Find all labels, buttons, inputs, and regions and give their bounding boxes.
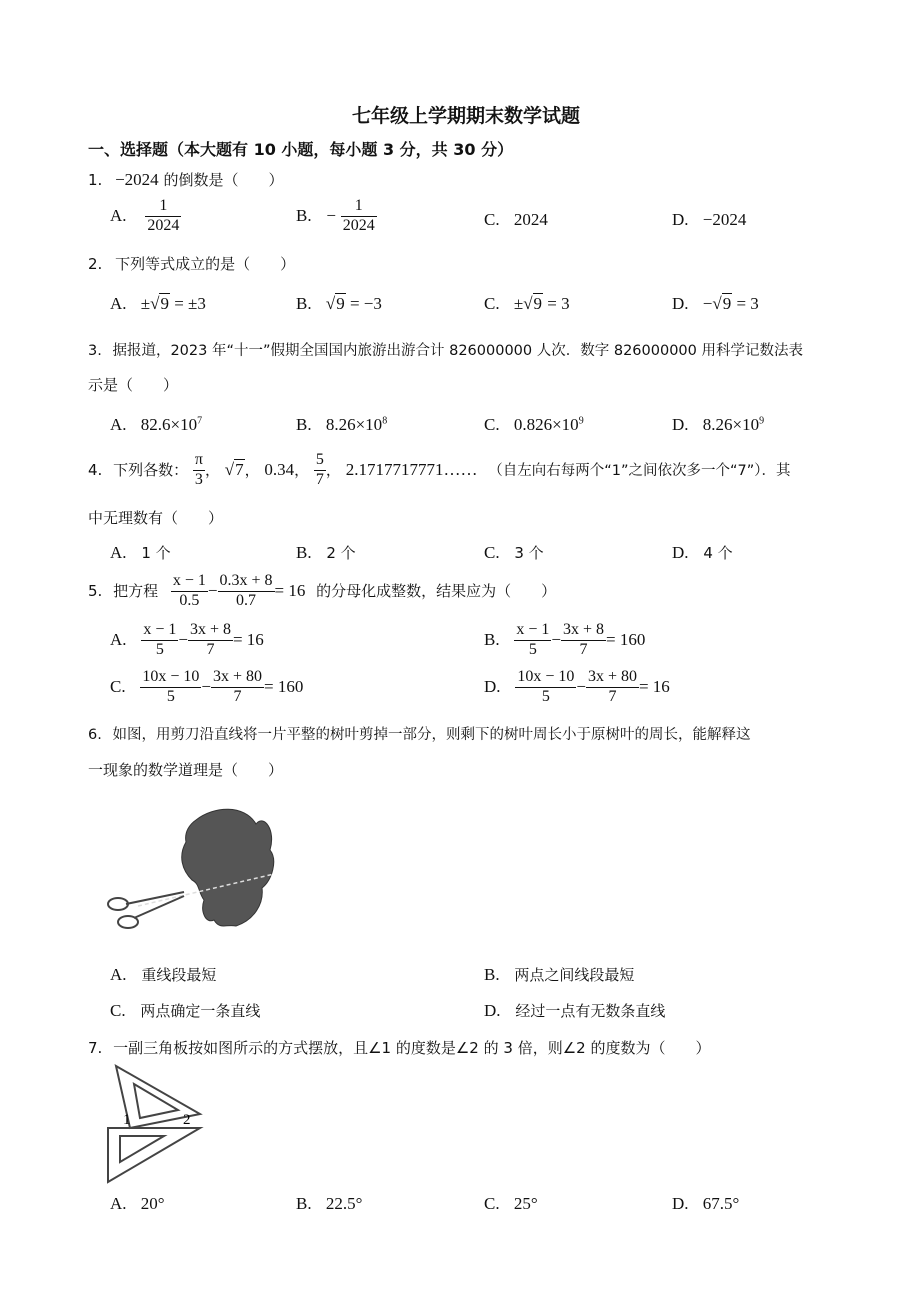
numerator: 1 (145, 198, 181, 217)
option-letter: D. (484, 676, 501, 696)
sci-exponent: 9 (578, 415, 584, 427)
option-text: 两点确定一条直线 (140, 1002, 261, 1020)
denominator: 5 (541, 687, 550, 705)
option-text: 25° (513, 1194, 538, 1213)
denominator: 7 (233, 687, 242, 705)
option-c[interactable] (484, 210, 548, 230)
option-a[interactable] (110, 198, 181, 235)
numerator: 3x + 80 (211, 669, 264, 688)
numerator: 3x + 8 (561, 622, 606, 641)
question-number: 3. (88, 343, 102, 359)
denominator: 7 (579, 640, 588, 658)
denominator: 2024 (147, 216, 180, 234)
denominator: 5 (166, 687, 175, 705)
option-text: 2 个 (326, 544, 356, 562)
numerator: 0.3x + 8 (218, 573, 275, 592)
option-text: −2024 (702, 210, 747, 229)
option-text: 2024 (513, 210, 548, 229)
question-stem: 把方程 (113, 581, 159, 600)
denominator: 5 (155, 640, 164, 658)
option-letter: D. (672, 294, 689, 313)
fraction (218, 573, 275, 610)
leaf-shape (182, 809, 274, 926)
question-stem-line2: 示是（ ） (88, 376, 179, 394)
radicand: 9 (336, 294, 345, 313)
fraction (561, 622, 606, 659)
option-d[interactable] (672, 415, 764, 435)
option-text: 20° (140, 1194, 165, 1213)
option-text: 67.5° (702, 1194, 740, 1213)
question-number: 7. (88, 1039, 103, 1057)
option-text: 3 个 (514, 544, 544, 562)
denominator: 7 (608, 687, 617, 705)
option-letter: A. (110, 415, 127, 434)
option-d[interactable] (672, 210, 746, 230)
question-value: −2024 (115, 170, 159, 189)
sci-exponent: 7 (197, 415, 203, 427)
fraction (140, 669, 201, 706)
question-5: 5. 把方程 $\frac{x - 1}{0.5}$ − $\frac{0.3x + 8}{0.7}$ = 16 的分母化成整数，结果应为（ ） (88, 572, 557, 609)
fraction-5-7 (314, 452, 326, 489)
fraction (341, 198, 377, 235)
option-d[interactable] (484, 1000, 665, 1021)
prefix: ± (513, 294, 524, 313)
rhs: = 16 (232, 629, 264, 649)
question-3 (88, 339, 803, 360)
fraction (171, 573, 208, 610)
question-2 (88, 253, 295, 274)
question-stem-b: 的分母化成整数，结果应为（ ） (316, 581, 557, 600)
rhs: = −3 (345, 294, 382, 313)
fraction (586, 669, 639, 706)
leaf-scissors-figure (104, 800, 284, 940)
option-b[interactable] (296, 198, 377, 235)
option-letter: B. (296, 205, 312, 225)
fraction (514, 622, 551, 659)
option-letter: B. (484, 965, 500, 984)
option-b[interactable] (296, 1194, 362, 1214)
option-a[interactable] (110, 542, 171, 563)
numerator: 3x + 80 (586, 669, 639, 688)
numerator: x − 1 (141, 622, 178, 641)
lower-triangle-ruler (108, 1128, 200, 1182)
question-4: 4. 下列各数： $\frac{\pi}{3}$ ， √7， 0.34， $\frac{5}{7}$ ， 2.1717717771…… （自左向右每两个“1”之间依次多一个“7”）．其 (88, 451, 791, 488)
option-c[interactable] (110, 1000, 260, 1021)
section-heading: 一、选择题（本大题有 10 小题，每小题 3 分，共 30 分） (88, 140, 514, 159)
prefix: ± (140, 294, 151, 313)
option-letter: D. (672, 543, 689, 562)
option-letter: D. (672, 1194, 689, 1213)
question-number: 1. (88, 171, 103, 189)
question-stem: 下列各数： (113, 460, 189, 479)
numerator: 10x − 10 (140, 669, 201, 688)
option-letter: A. (110, 294, 127, 313)
question-6 (88, 723, 750, 744)
question-stem: 一副三角板按如图所示的方式摆放，且∠1 的度数是∠2 的 3 倍，则∠2 的度数为（ ） (113, 1039, 711, 1057)
option-a[interactable]: A. $\frac{x - 1}{5}$ − $\frac{3x + 8}{7}$ = 16 (110, 621, 264, 658)
sci-exponent: 9 (759, 415, 765, 427)
option-text: 两点之间线段最短 (514, 966, 635, 984)
number: 0.34 (264, 459, 295, 479)
denominator: 0.7 (236, 591, 257, 609)
option-b[interactable] (484, 964, 634, 985)
numerator: 10x − 10 (515, 669, 576, 688)
option-letter: C. (110, 676, 126, 696)
prefix: − (702, 294, 713, 313)
numerator: π (193, 452, 205, 471)
denominator: 5 (528, 640, 537, 658)
question-7 (88, 1037, 710, 1058)
denominator: 3 (194, 470, 203, 488)
option-letter: C. (484, 210, 500, 229)
angle-1-label: 1 (123, 1112, 131, 1128)
sci-exponent: 8 (382, 415, 388, 427)
question-stem-line1: 据报道，2023 年“十一”假期全国国内旅游出游合计 826000000 人次．数字 826000000 用科学记数法表 (112, 343, 803, 359)
option-letter: A. (110, 1194, 127, 1213)
fraction (188, 622, 233, 659)
option-text: 4 个 (703, 544, 733, 562)
question-stem-line2: 一现象的数学道理是（ ） (88, 761, 284, 779)
option-d[interactable] (672, 1194, 739, 1214)
rhs: = 16 (638, 676, 670, 696)
radicand: 7 (235, 459, 244, 479)
option-letter: B. (296, 415, 312, 434)
option-letter: B. (296, 1194, 312, 1213)
question-number: 5. (88, 581, 103, 600)
radicand: 9 (722, 294, 732, 313)
option-letter: A. (110, 629, 127, 649)
note: （自左向右每两个“1”之间依次多一个“7”）．其 (488, 462, 791, 479)
question-stem-line1: 如图，用剪刀沿直线将一片平整的树叶剪掉一部分，则剩下的树叶周长小于原树叶的周长，能解释这 (112, 727, 751, 743)
sci-base: 0.826×10 (513, 415, 579, 434)
numerator: 5 (314, 452, 326, 471)
sci-base: 82.6×10 (140, 415, 198, 434)
option-c[interactable] (484, 1194, 538, 1214)
minus-sign: − (326, 205, 336, 225)
option-letter: A. (110, 965, 127, 984)
denominator: 0.5 (179, 591, 200, 609)
option-c[interactable] (484, 415, 584, 435)
option-text: 1 个 (141, 544, 171, 562)
option-c[interactable]: C. $\frac{10x - 10}{5}$ − $\frac{3x + 80}{7}$ = 160 (110, 668, 304, 705)
denominator: 2024 (342, 216, 375, 234)
option-d[interactable]: D. $\frac{10x - 10}{5}$ − $\frac{3x + 80}{7}$ = 16 (484, 668, 670, 705)
option-letter: B. (296, 543, 312, 562)
triangle-rulers-figure (104, 1062, 214, 1188)
option-text: 22.5° (325, 1194, 363, 1213)
angle-2-label: 2 (183, 1112, 191, 1128)
option-d[interactable]: D. −√9 = 3 (672, 294, 759, 313)
option-letter: B. (296, 294, 312, 313)
radicand: 9 (160, 294, 169, 313)
rhs: = ±3 (169, 294, 206, 313)
option-letter: B. (484, 629, 500, 649)
denominator: 7 (206, 640, 215, 658)
option-letter: D. (672, 415, 689, 434)
option-b[interactable] (296, 542, 356, 563)
question-stem: 的倒数是（ ） (163, 171, 284, 189)
option-b[interactable]: B. √9 = −3 (296, 294, 382, 313)
fraction (141, 622, 178, 659)
option-a[interactable]: A. ±√9 = ±3 (110, 294, 206, 313)
option-text: 经过一点有无数条直线 (515, 1002, 666, 1020)
option-c[interactable] (484, 542, 544, 563)
option-letter: D. (484, 1001, 501, 1020)
fraction (145, 198, 181, 235)
radicand: 9 (533, 294, 543, 313)
option-d[interactable] (672, 542, 733, 563)
option-letter: D. (672, 210, 689, 229)
repeating-number: 2.1717717771…… (345, 459, 478, 479)
question-stem-line2: 中无理数有（ ） (88, 509, 224, 527)
option-c[interactable]: C. ±√9 = 3 (484, 294, 570, 313)
fraction (211, 669, 264, 706)
option-letter: A. (110, 543, 127, 562)
numerator: 3x + 8 (188, 622, 233, 641)
numerator: 1 (341, 198, 377, 217)
denominator: 7 (315, 470, 324, 488)
option-letter: C. (484, 543, 500, 562)
question-stem: 下列等式成立的是（ ） (115, 255, 296, 273)
question-number: 6. (88, 727, 102, 743)
option-letter: C. (484, 294, 500, 313)
fraction-pi-3 (193, 452, 205, 489)
page-title: 七年级上学期期末数学试题 (352, 105, 581, 127)
numerator: x − 1 (514, 622, 551, 641)
option-text: 重线段最短 (141, 966, 217, 984)
rhs: = 16 (274, 580, 306, 600)
option-a[interactable] (110, 1194, 165, 1214)
rhs: = 3 (732, 294, 759, 313)
question-number: 4. (88, 460, 103, 479)
sci-base: 8.26×10 (325, 415, 383, 434)
option-b[interactable]: B. $\frac{x - 1}{5}$ − $\frac{3x + 8}{7}$ = 160 (484, 621, 646, 658)
numerator: x − 1 (171, 573, 208, 592)
option-letter: C. (110, 1001, 126, 1020)
sci-base: 8.26×10 (702, 415, 760, 434)
question-1 (88, 169, 283, 190)
rhs: = 160 (264, 676, 304, 696)
rhs: = 3 (543, 294, 570, 313)
option-a[interactable] (110, 415, 202, 435)
option-letter: C. (484, 1194, 500, 1213)
option-b[interactable] (296, 415, 387, 435)
fraction (515, 669, 576, 706)
option-letter: A. (110, 205, 127, 225)
rhs: = 160 (606, 629, 646, 649)
option-a[interactable] (110, 964, 216, 985)
question-number: 2. (88, 255, 103, 273)
option-letter: C. (484, 415, 500, 434)
